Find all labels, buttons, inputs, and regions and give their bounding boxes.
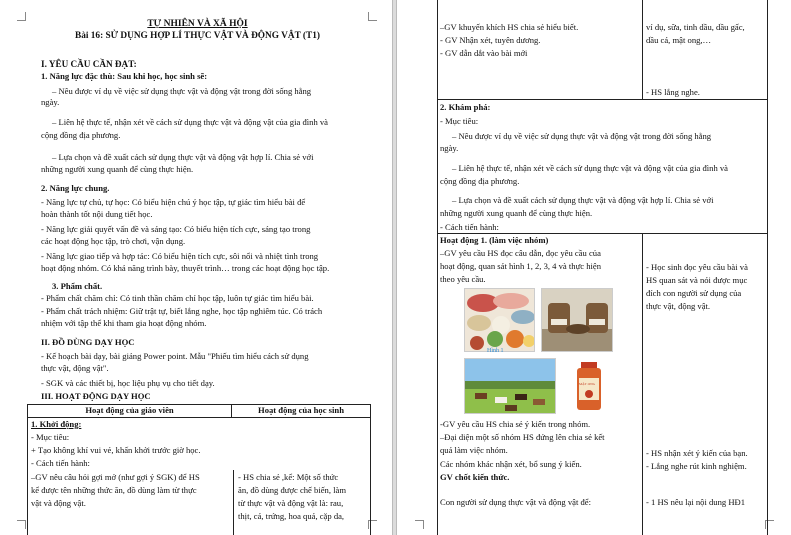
heading-materials: II. ĐỒ DÙNG DẠY HỌC [41, 337, 135, 347]
text-line: - Lắng nghe rút kinh nghiệm. [646, 461, 747, 471]
text-line: - Năng lực giải quyết vấn đề và sáng tạo: Có biểu hiện tích cực, sáng tạo trong [41, 224, 311, 234]
column-header-teacher: Hoạt động của giáo viên [85, 405, 174, 415]
text-line: - Học sinh đọc yêu cầu bài và [646, 262, 748, 272]
text-line: Các nhóm khác nhận xét, bổ sung ý kiến. [440, 459, 582, 469]
text-line: cộng đồng địa phương. [440, 176, 520, 186]
text-line: –GV yêu cầu HS đọc câu dẫn, đọc yêu cầu của [440, 248, 601, 258]
text-line: theo yêu cầu. [440, 274, 486, 284]
text-line: hoàn thành tốt nội dung tiết học. [41, 209, 153, 219]
text-line: đích con người sử dụng của [646, 288, 742, 298]
text-line: –GV nêu câu hỏi gợi mở (như gợi ý SGK) để HS [31, 472, 200, 482]
text-line: những người xung quanh để cùng thực hiện. [440, 208, 593, 218]
text-line: từ thực vật và động vật là: rau, [238, 498, 344, 508]
heading-qualities: 3. Phẩm chất. [52, 281, 103, 291]
text-line: - Năng lực tự chủ, tự học: Có biểu hiện chú ý học tập, tự giác tìm hiểu bài để [41, 197, 306, 207]
text-line: –GV khuyến khích HS chia sẻ hiểu biết. [440, 22, 579, 32]
text-line: – Nêu được ví dụ về việc sử dụng thực vật và động vật trong đời sống hằng [52, 86, 312, 96]
jar-label: MẬT ONG [579, 382, 596, 386]
document-page-right [396, 0, 791, 535]
text-line: - Mục tiêu: [440, 116, 479, 126]
text-line: ăn, đồ dùng được chế biến, làm [238, 485, 347, 495]
document-page-left [0, 0, 393, 535]
text-line: - 1 HS nêu lại nội dung HĐ1 [646, 497, 746, 507]
text-line: – Liên hệ thực tế, nhận xét về cách sử dụng thực vật và động vật của gia đình và [452, 163, 728, 173]
text-line: - GV Nhận xét, tuyên dương. [440, 35, 541, 45]
text-line: Con người sử dụng thực vật và động vật để: [440, 497, 591, 507]
text-line: – Nêu được ví dụ về việc sử dụng thực vật và động vật trong đời sống hằng [452, 131, 712, 141]
text-line: –Đại diện một số nhóm HS đứng lên chia sẻ kết [440, 432, 605, 442]
text-line: - Phẩm chất chăm chỉ: Có tinh thần chăm chỉ học tập, luôn tự giác tìm hiểu bài. [41, 293, 314, 303]
text-line: các hoạt động học tập, trò chơi, vận dụng. [41, 236, 186, 246]
text-line: kể được tên những thức ăn, đồ dùng làm từ thực [31, 485, 197, 495]
section-explore: 2. Khám phá: [440, 102, 491, 112]
text-line: thịt, cá, trứng, hoa quả, cặp da, [238, 511, 345, 521]
heading-specific-competence: 1. Năng lực đặc thù: Sau khi học, học sinh sẽ: [41, 71, 208, 81]
document-title: TỰ NHIÊN VÀ XÃ HỘI [147, 19, 248, 29]
text-line: thực vật, động vật. [646, 301, 711, 311]
text-line: + Tạo không khí vui vẻ, khấn khởi trước giờ học. [31, 445, 201, 455]
text-line: - HS chia sẻ ,kể: Một số thức [238, 472, 339, 482]
activity-1-heading: Hoạt động 1. (làm việc nhóm) [440, 235, 549, 245]
text-line: dầu cá, mật ong,… [646, 35, 712, 45]
cattle-field-image [464, 358, 556, 414]
text-line: HS quan sát và nói được mục [646, 275, 748, 285]
text-line: quả làm việc nhóm. [440, 445, 508, 455]
text-line: ngày. [41, 97, 60, 107]
text-line: - Cách tiến hành: [31, 458, 90, 468]
text-line: nhiệm với tập thể khi tham gia hoạt động nhóm. [41, 318, 207, 328]
text-line: - GV dẫn dắt vào bài mới [440, 48, 528, 58]
text-line: - Mục tiêu: [31, 432, 70, 442]
heading-objectives: I. YÊU CẦU CẦN ĐẠT: [41, 59, 137, 69]
text-line: những người xung quanh để cùng thực hiện. [41, 164, 194, 174]
text-line: - Phẩm chất trách nhiệm: Giữ trật tự, biết lắng nghe, học tập nghiêm túc. Có trách [41, 306, 323, 316]
section-warmup: 1. Khởi động: [31, 419, 82, 429]
column-header-student: Hoạt động của học sinh [258, 405, 344, 415]
text-line: - Cách tiến hành: [440, 222, 499, 232]
text-line: thực vật, động vật". [41, 363, 109, 373]
text-line: – Liên hệ thực tế, nhận xét về cách sử dụng thực vật và động vật của gia đình và [52, 117, 328, 127]
text-line: ví dụ, sữa, tinh dầu, dầu gấc, [646, 22, 745, 32]
text-line: hoạt động nhóm. Có khả năng trình bày, thuyết trình… trong các hoạt động học tập. [41, 263, 330, 273]
heading-activities: III. HOẠT ĐỘNG DẠY HỌC [41, 391, 151, 401]
text-line: – Lựa chọn và đề xuất cách sử dụng thực vật và động vật hợp lí. Chia sẻ với [452, 195, 714, 205]
text-line: - Kế hoạch bài dạy, bài giảng Power point. Mẫu "Phiếu tìm hiểu cách sử dụng [41, 351, 309, 361]
text-line: - HS nhận xét ý kiến của bạn. [646, 448, 748, 458]
text-line: cộng đồng địa phương. [41, 130, 121, 140]
crop-mark [415, 520, 424, 529]
text-line: – Lựa chọn và đề xuất cách sử dụng thực vật và động vật hợp lí. Chia sẻ với [52, 152, 314, 162]
text-line: - HS lắng nghe. [646, 87, 700, 97]
lesson-subtitle: Bài 16: SỬ DỤNG HỢP LÍ THỰC VẬT VÀ ĐỘNG VẬT (T1) [75, 31, 320, 41]
crop-mark [17, 520, 26, 529]
food-image [464, 288, 535, 352]
text-line: ngày. [440, 143, 459, 153]
text-line: - SGK và các thiết bị, học liệu phụ vụ cho tiết dạy. [41, 378, 215, 388]
text-line: vật và động vật. [31, 498, 86, 508]
text-line: hoạt động, quan sát hình 1, 2, 3, 4 và thực hiện [440, 261, 601, 271]
furniture-image [541, 288, 613, 352]
figure-label: Hình 1 [487, 348, 504, 354]
teacher-conclusion: GV chốt kiến thức. [440, 472, 510, 482]
honey-jar-image [569, 358, 609, 414]
text-line: -GV yêu cầu HS chia sẻ ý kiến trong nhóm. [440, 419, 591, 429]
heading-general-competence: 2. Năng lực chung. [41, 183, 110, 193]
text-line: - Năng lực giao tiếp và hợp tác: Có biểu hiện tích cực, sôi nổi và nhiệt tình trong [41, 251, 319, 261]
